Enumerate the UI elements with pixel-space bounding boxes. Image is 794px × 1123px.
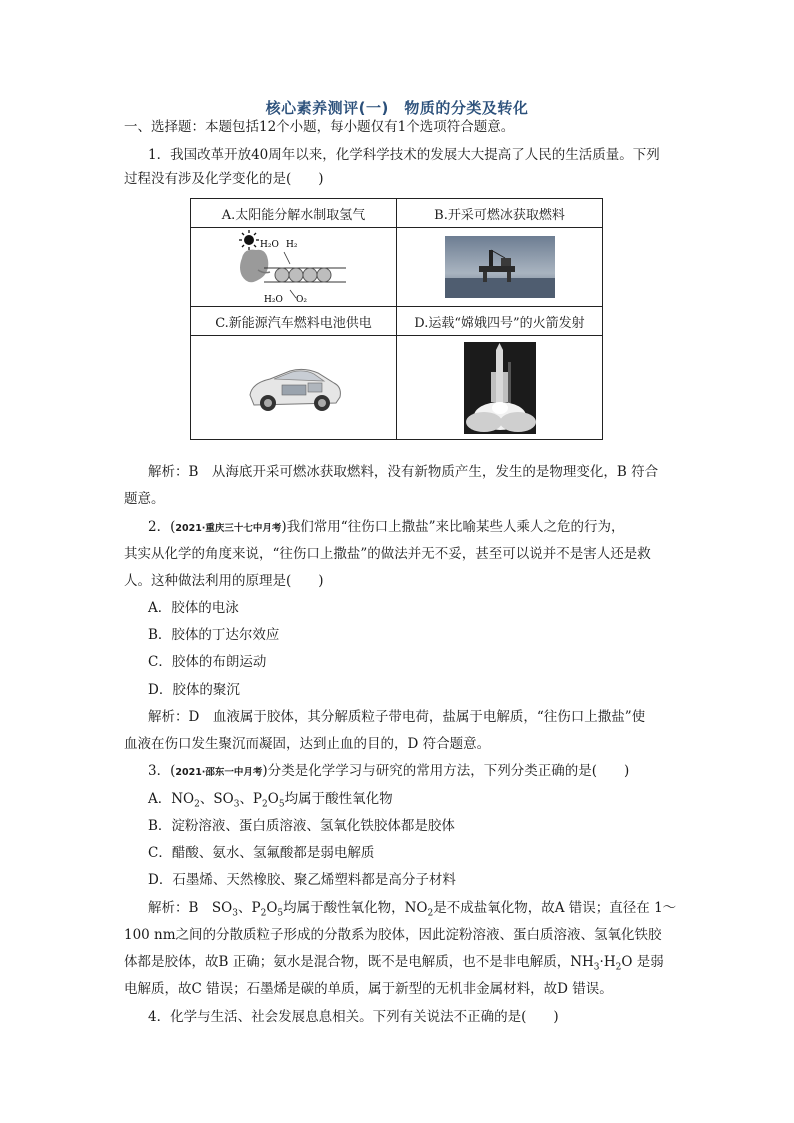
q1-line1: 1．我国改革开放40周年以来，化学科学技术的发展大大提高了人民的生活质量。下列 xyxy=(148,147,660,163)
q3-option-d: D．石墨烯、天然橡胶、聚乙烯塑料都是高分子材料 xyxy=(148,872,456,888)
q3-option-b: B．淀粉溶液、蛋白质溶液、氢氧化铁胶体都是胶体 xyxy=(148,818,455,834)
cell-a-image xyxy=(191,228,397,307)
fuel-cell-car-illustration xyxy=(244,359,344,417)
q3-analysis-line1: 解析：B $SO_3$、$P_2O_5$均属于酸性氧化物，$NO_2$是不成盐氧化物，故A 错误；直径在 1～ xyxy=(148,900,677,919)
rocket-launch-photo xyxy=(464,342,536,434)
q3-option-a: A．$NO_2$、$SO_3$、$P_2O_5$均属于酸性氧化物 xyxy=(148,791,393,810)
cell-c-image xyxy=(191,336,397,440)
q2-option-a: A．胶体的电泳 xyxy=(148,600,239,616)
q4-line1: 4．化学与生活、社会发展息息相关。下列有关说法不正确的是( ) xyxy=(148,1009,559,1025)
q2-option-b: B．胶体的丁达尔效应 xyxy=(148,627,280,643)
label-h2o-top: H₂O xyxy=(259,240,279,250)
q3-analysis-line2: 100 nm之间的分散质粒子形成的分散系为胶体，因此淀粉溶液、蛋白质溶液、氢氧化铁胶 xyxy=(124,927,662,943)
q3-option-c: C．醋酸、氨水、氢氟酸都是弱电解质 xyxy=(148,845,375,861)
q2-line3: 人。这种做法利用的原理是( ) xyxy=(124,573,324,589)
q2-option-c: C．胶体的布朗运动 xyxy=(148,654,267,670)
q1-analysis-line2: 题意。 xyxy=(124,491,165,507)
solar-water-splitting-diagram xyxy=(234,230,354,304)
label-o2: O₂ xyxy=(295,295,307,304)
q1-analysis-line1: 解析：B 从海底开采可燃冰获取燃料，没有新物质产生，发生的是物理变化，B 符合 xyxy=(148,464,659,480)
cell-b-image xyxy=(397,228,603,307)
sun-icon xyxy=(239,230,259,250)
q2-line2: 其实从化学的角度来说，“往伤口上撒盐”的做法并无不妥，甚至可以说并不是害人还是救 xyxy=(124,546,651,562)
q2-option-d: D．胶体的聚沉 xyxy=(148,682,240,698)
q3-analysis-line4: 电解质，故C 错误；石墨烯是碳的单质，属于新型的无机非金属材料，故D 错误。 xyxy=(124,981,613,997)
q3-line1: 3．(2021·邵东一中月考)分类是化学学习与研究的常用方法，下列分类正确的是( ) xyxy=(148,763,630,779)
q2-line1: 2．(2021·重庆三十七中月考)我们常用“往伤口上撒盐”来比喻某些人乘人之危的行为， xyxy=(148,519,625,535)
label-h2o-bottom: H₂O xyxy=(263,295,283,304)
cell-b-label: B.开采可燃冰获取燃料 xyxy=(397,199,603,228)
section-heading: 一、选择题：本题包括12个小题，每小题仅有1个选项符合题意。 xyxy=(124,119,515,135)
cell-c-label: C.新能源汽车燃料电池供电 xyxy=(191,307,397,336)
q1-line2: 过程没有涉及化学变化的是( ) xyxy=(124,171,324,187)
cell-a-label: A.太阳能分解水制取氢气 xyxy=(191,199,397,228)
label-h2: H₂ xyxy=(285,240,297,250)
q2-analysis-line2: 血液在伤口发生聚沉而凝固，达到止血的目的，D 符合题意。 xyxy=(124,736,491,752)
cell-d-image xyxy=(397,336,603,440)
offshore-rig-photo xyxy=(445,236,555,298)
q1-options-table xyxy=(190,198,603,440)
q2-analysis-line1: 解析：D 血液属于胶体，其分解质粒子带电荷，盐属于电解质，“往伤口上撒盐”使 xyxy=(148,709,646,725)
cell-d-label: D.运载“嫦娥四号”的火箭发射 xyxy=(397,307,603,336)
q3-analysis-line3: 体都是胶体，故B 正确；氨水是混合物，既不是电解质，也不是非电解质，$NH_3\cdot H_2O$ 是弱 xyxy=(124,954,664,973)
page-title: 核心素养测评(一) 物质的分类及转化 xyxy=(265,99,529,117)
